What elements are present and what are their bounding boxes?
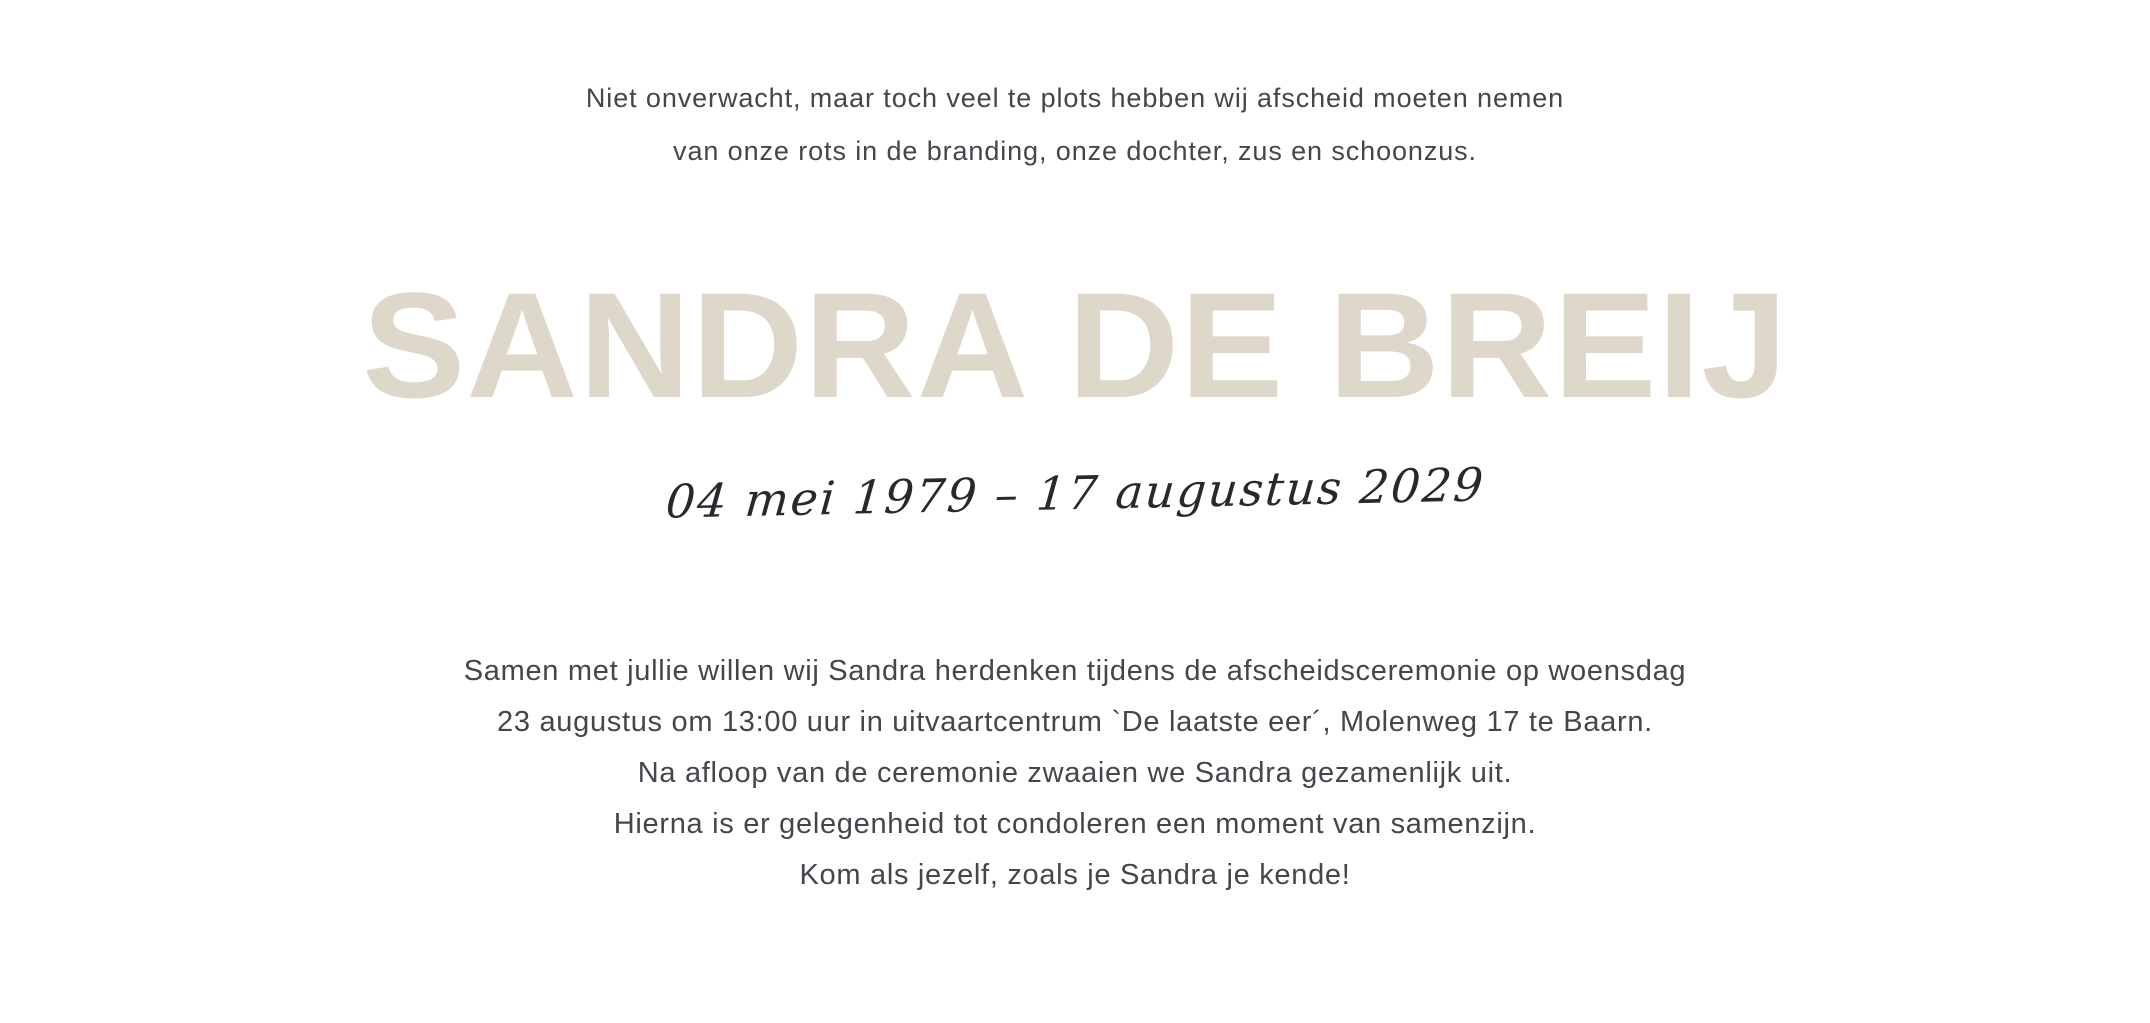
ceremony-line-3: Na afloop van de ceremonie zwaaien we Sandra gezamenlijk uit.	[637, 757, 1513, 789]
intro-line-2: van onze rots in de branding, onze dochter, zus en schoonzus.	[673, 136, 1477, 166]
life-dates: 04 mei 1979 – 17 augustus 2029	[663, 457, 1487, 529]
ceremony-line-2: 23 augustus om 13:00 uur in uitvaartcentrum `De laatste eer´, Molenweg 17 te Baarn.	[497, 706, 1653, 738]
ceremony-line-4: Hierna is er gelegenheid tot condoleren een moment van samenzijn.	[613, 808, 1537, 840]
ceremony-line-5: Kom als jezelf, zoals je Sandra je kende!	[799, 859, 1351, 891]
ceremony-line-1: Samen met jullie willen wij Sandra herdenken tijdens de afscheidsceremonie op woensdag	[463, 655, 1687, 687]
deceased-name-block	[0, 261, 2150, 429]
intro-paragraph	[586, 72, 1564, 178]
ceremony-details	[464, 646, 1686, 901]
intro-line-1: Niet onverwacht, maar toch veel te plots hebben wij afscheid moeten nemen	[585, 83, 1565, 113]
deceased-name: SANDRA DE BREIJ	[361, 261, 1789, 429]
